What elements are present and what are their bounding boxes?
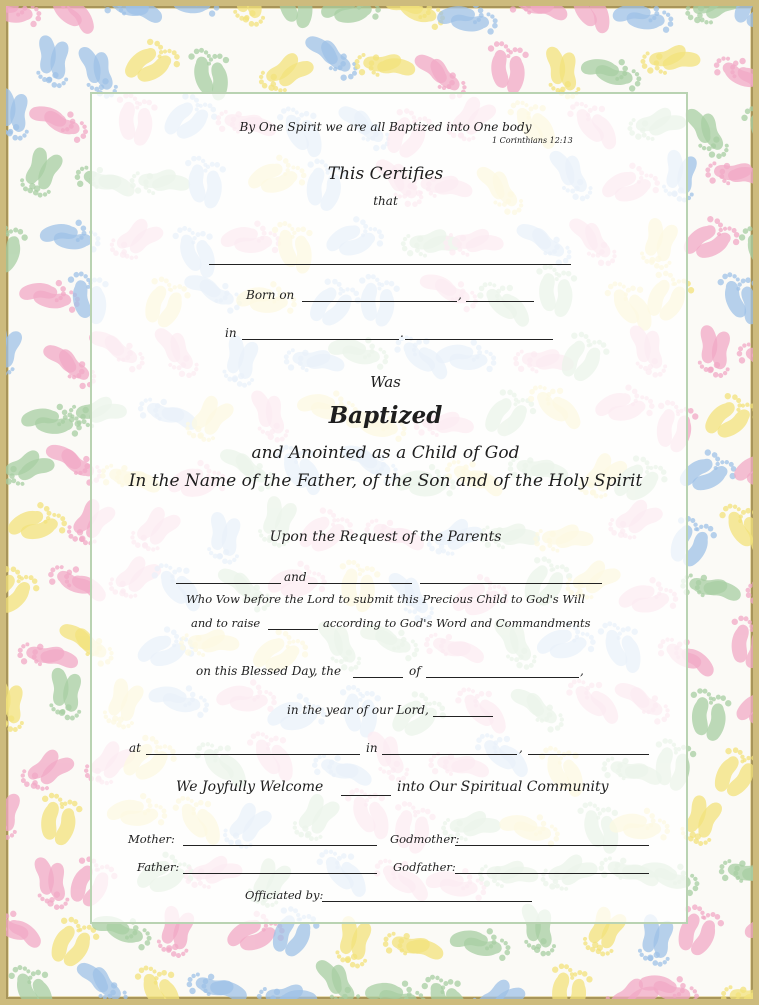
footprint-icon: [734, 986, 759, 1005]
raise-suffix-text: according to God's Word and Commandments: [323, 616, 591, 630]
blessed-day-text: on this Blessed Day, the: [196, 664, 342, 678]
parents-and-text: and: [284, 570, 307, 584]
footprint-icon: [6, 791, 25, 842]
footprint-icon: [6, 907, 47, 953]
year-line: [433, 716, 493, 717]
church-line: [146, 754, 360, 755]
godfather-line: [455, 873, 649, 874]
welcome-prefix-text: We Joyfully Welcome: [176, 779, 324, 795]
welcome-suffix-text: into Our Spiritual Community: [397, 779, 609, 795]
footprint-icon: [6, 6, 43, 28]
month-line: [426, 677, 579, 678]
godmother-line: [455, 845, 649, 846]
birth-city-line: [242, 339, 399, 340]
father-label: Father:: [137, 860, 180, 874]
church-state-line: [528, 754, 649, 755]
footprint-icon: [6, 327, 28, 379]
footprint-icon: [466, 974, 516, 1005]
footprint-icon: [746, 792, 759, 844]
footprint-icon: [736, 223, 759, 275]
footprint-icon: [6, 684, 27, 733]
footprint-icon: [114, 6, 166, 29]
footprint-icon: [731, 680, 759, 726]
godfather-label: Godfather:: [393, 860, 456, 874]
church-city-line: [382, 754, 517, 755]
officiated-label: Officiated by:: [245, 888, 324, 902]
day-separator: ,: [580, 664, 584, 678]
birth-place-label: in: [225, 326, 237, 340]
certificate-panel: [90, 92, 688, 924]
parents-surname-line: [420, 583, 602, 584]
footprint-icon: [754, 737, 759, 785]
this-certifies-heading: This Certifies: [327, 164, 444, 184]
birth-state-line: [405, 339, 553, 340]
parents-request-text: Upon the Request of the Parents: [269, 529, 502, 545]
anointed-text: and Anointed as a Child of God: [251, 443, 520, 463]
godmother-label: Godmother:: [390, 832, 460, 846]
church-separator: ,: [519, 741, 523, 755]
at-label: at: [129, 741, 141, 755]
child-name-line: [209, 264, 571, 265]
born-on-label: Born on: [246, 288, 295, 302]
raise-pronoun-line: [268, 629, 318, 630]
born-on-separator: ,: [458, 288, 462, 302]
holy-name-text: In the Name of the Father, of the Son and of the Holy Spirit: [128, 471, 643, 491]
year-text: in the year of our Lord,: [287, 703, 429, 717]
vow-text: Who Vow before the Lord to submit this Precious Child to God's Will: [185, 592, 585, 606]
birth-place-separator: .: [400, 326, 404, 340]
at-in-label: in: [366, 741, 378, 755]
footprint-icon: [752, 499, 759, 547]
birth-date-line: [302, 301, 457, 302]
parent-two-line: [308, 583, 412, 584]
that-text: that: [373, 194, 398, 208]
footprint-icon: [742, 909, 759, 944]
of-text: of: [409, 664, 421, 678]
raise-prefix-text: and to raise: [191, 616, 261, 630]
birth-year-line: [466, 301, 534, 302]
footprint-icon: [519, 6, 570, 26]
footprint-icon: [172, 6, 220, 17]
welcome-name-line: [341, 795, 391, 796]
was-text: Was: [370, 373, 401, 391]
verse-reference: 1 Corinthians 12:13: [492, 136, 573, 145]
parent-one-line: [176, 583, 281, 584]
footprint-icon: [502, 46, 529, 95]
verse-text: By One Spirit we are all Baptized into One body: [239, 120, 532, 134]
officiant-line: [322, 901, 532, 902]
day-line: [353, 677, 403, 678]
footprint-icon: [332, 6, 383, 28]
mother-label: Mother:: [128, 832, 175, 846]
father-line: [183, 873, 377, 874]
footprint-icon: [419, 971, 461, 1005]
mother-line: [183, 845, 377, 846]
baptized-heading: Baptized: [328, 402, 443, 429]
footprint-icon: [735, 340, 759, 372]
footprint-icon: [755, 228, 759, 279]
footprint-icon: [6, 225, 30, 277]
